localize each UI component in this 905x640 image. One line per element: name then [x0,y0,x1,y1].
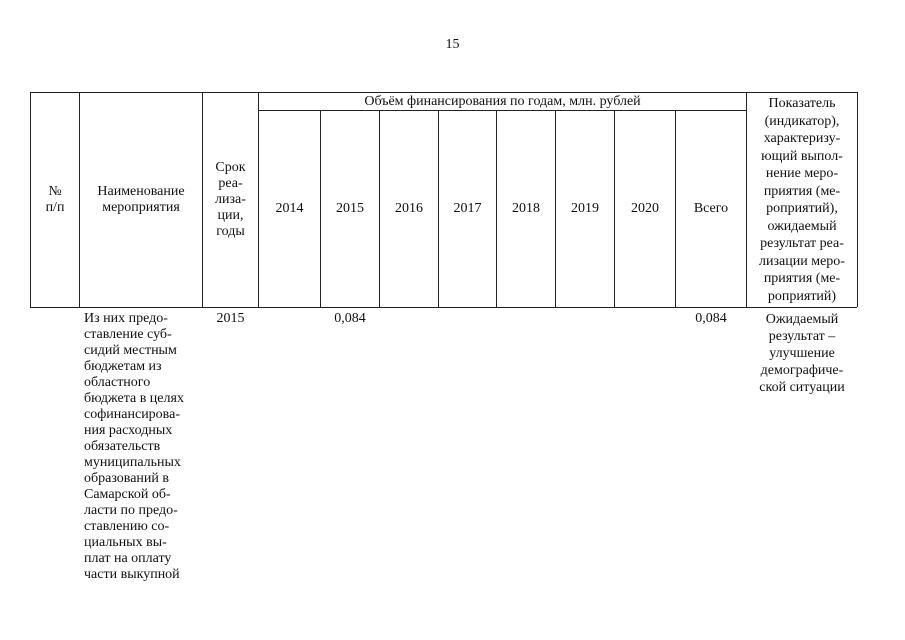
header-year-2014: 2014 [275,201,304,216]
name-line: муниципальных [84,455,181,470]
name-line: софинансирова- [84,407,180,422]
name-line: части выкупной [84,567,180,582]
indicator-line: улучшение [769,346,835,361]
name-line: ния расходных [84,423,173,438]
name-line: образований в [84,471,170,486]
name-line: Самарской об- [84,487,171,502]
header-year-2018: 2018 [512,201,540,216]
header-year-2020: 2020 [631,201,659,216]
row-term: 2015 [216,311,245,326]
indicator-line: демографиче- [760,363,844,378]
row-name [84,311,198,583]
page-number: 15 [445,37,460,52]
name-line: сидий местным [84,343,177,358]
header-indicator: Показатель (индикатор), характеризу-ющий выпол-нение меро-приятия (ме-роприятий), ожидаемый результат реа-лизации меро-приятия (ме-роприятий) [759,96,845,304]
header-year-2016: 2016 [395,201,423,216]
name-line: плат на оплату [84,551,172,566]
name-line: бюджетам из [84,359,162,374]
header-num: № п/п [45,184,65,215]
header-total: Всего [693,201,729,216]
name-line: циальных вы- [84,535,167,550]
name-line: обязательств [84,439,161,454]
header-year-2015: 2015 [336,201,364,216]
row-indicator [747,311,857,396]
name-line: Из них предо- [84,311,168,326]
indicator-line: ской ситуации [759,380,845,395]
header-name: Наименование мероприятия [97,184,185,215]
row-value-2015: 0,084 [334,311,366,326]
row-value-total: 0,084 [695,311,727,326]
name-line: ставление суб- [84,327,172,342]
header-year-2017: 2017 [453,201,482,216]
header-financing-group: Объём финансирования по годам, млн. рублей [364,94,641,109]
header-year-2019: 2019 [571,201,599,216]
indicator-line: Ожидаемый [765,312,839,327]
header-term: Срок реа- лиза- ции, годы [215,160,246,239]
name-line: бюджета в целях [84,391,184,406]
name-line: областного [84,375,151,390]
name-line: ставлению со- [84,519,170,534]
name-line: ласти по предо- [84,503,178,518]
indicator-line: результат – [768,329,836,344]
